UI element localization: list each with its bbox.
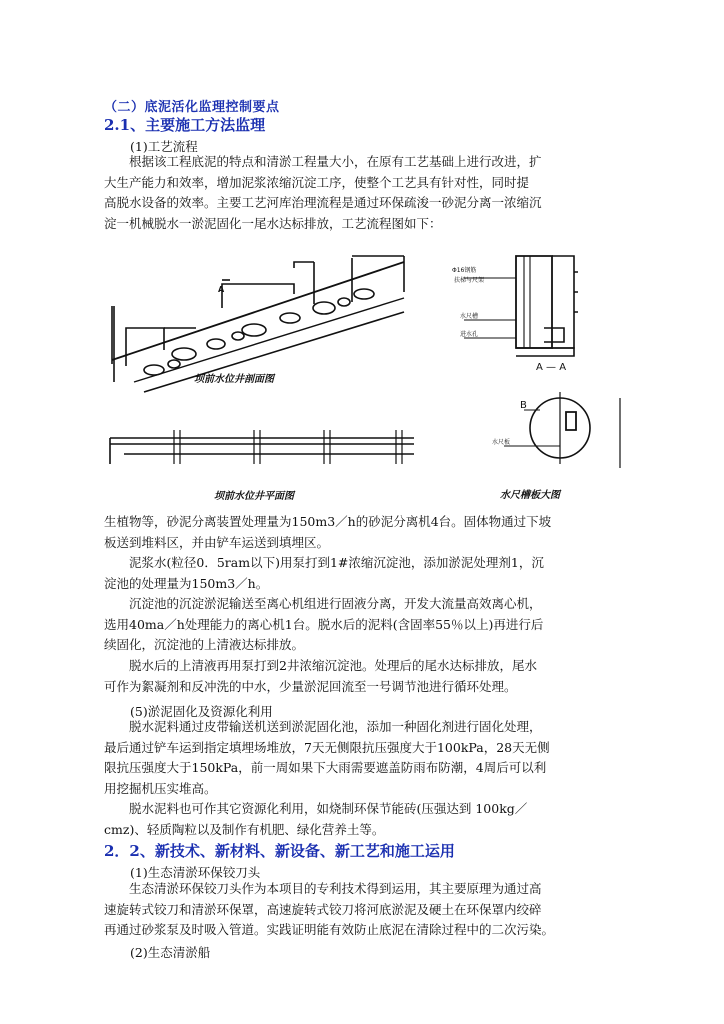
text-line: 生植物等，砂泥分离装置处理量为150m3／h的砂泥分离机4台。固体物通过下坡: [104, 514, 552, 529]
engineering-drawing: [104, 232, 624, 514]
paragraph-supernatant: [104, 656, 624, 697]
item-dredger: (2)生态清淤船: [130, 945, 211, 960]
text-line: 生态清淤环保铰刀头作为本项目的专利技术得到运用，其主要原理为通过高: [129, 881, 542, 896]
label-ruler-slot: 水尺槽: [460, 313, 479, 320]
text-line: 速旋转式铰刀和清淤环保罩，高速旋转式铰刀将河底淤泥及硬土在环保罩内绞碎: [104, 901, 542, 917]
section-heading-2-1: 2.1、主要施工方法监理: [104, 116, 266, 134]
paragraph-process-intro: [104, 152, 624, 235]
text-line: 大生产能力和效率，增加泥浆浓缩沉淀工序，使整个工艺具有针对性，同时提: [104, 174, 530, 190]
label-a: A: [218, 285, 225, 294]
text-line: 淀一机械脱水一淤泥固化一尾水达标排放，工艺流程图如下：: [104, 216, 442, 232]
text-line: 最后通过铲车运到指定填埋场堆放，7天无侧限抗压强度大于100kPa，28天无侧: [104, 739, 550, 755]
paragraph-slurry-pump: [104, 553, 624, 594]
text-line: 限抗压强度大于150kPa，前一周如果下大雨需要遮盖防雨布防潮，4周后可以利: [104, 760, 547, 776]
text-line: 脱水后的上清液再用泵打到2井浓缩沉淀池。处理后的尾水达标排放，尾水: [129, 658, 537, 673]
label-inlet-hole: 进水孔: [460, 331, 479, 338]
text-line: 选用40ma／h处理能力的离心机1台。脱水后的泥料(含固率55％以上)再进行后: [104, 616, 544, 632]
paragraph-solidification: [104, 717, 624, 800]
label-b: B: [520, 400, 527, 411]
paragraph-cutter-head: [104, 879, 624, 941]
text-line: 用挖掘机压实堆高。: [104, 781, 217, 797]
engineering-figure: [104, 232, 624, 514]
paragraph-centrifuge: [104, 594, 624, 656]
item-cutter-head: (1)生态清淤环保铰刀头: [130, 865, 261, 880]
text-line: 再通过砂浆泵及时吸入管道。实践证明能有效防止底泥在清除过程中的二次污染。: [104, 922, 555, 938]
text-line: 根据该工程底泥的特点和清淤工程量大小，在原有工艺基础上进行改进，扩: [129, 154, 542, 169]
text-line: 脱水泥料通过皮带输送机送到淤泥固化池，添加一种固化剂进行固化处理，: [129, 719, 542, 734]
text-line: 脱水泥料也可作其它资源化利用，如烧制环保节能砖(压强达到 100kg／: [129, 801, 528, 816]
text-line: 板送到堆料区，并由铲车运送到填埋区。: [104, 534, 330, 550]
item-process-flow: (1)工艺流程: [130, 139, 198, 154]
subheading-sludge-activation: （二）底泥活化监理控制要点: [104, 100, 280, 115]
text-line: 续固化，沉淀池的上清液达标排放。: [104, 637, 305, 653]
label-plan-title: 坝前水位井平面图: [214, 491, 294, 502]
label-rebar: Φ16钢筋: [452, 267, 477, 274]
label-water-ruler: 水尺板: [492, 439, 511, 446]
paragraph-sand-separator: [104, 512, 624, 553]
section-heading-2-2: 2．2、新技术、新材料、新设备、新工艺和施工运用: [104, 842, 455, 860]
text-line: 沉淀池的沉淀淤泥输送至离心机组进行固液分离，开发大流量高效离心机，: [129, 596, 542, 611]
text-line: 泥浆水(粒径0．5ram以下)用泵打到1#浓缩沉淀池，添加淤泥处理剂1，沉: [129, 555, 544, 570]
text-line: 高脱水设备的效率。主要工艺河库治理流程是通过环保疏浚一砂泥分离一浓缩沉: [104, 195, 542, 211]
paragraph-resource-use: [104, 799, 624, 840]
label-detail-title: 水尺槽板大图: [500, 490, 560, 501]
label-section-title: 坝前水位井剖面图: [194, 374, 274, 385]
text-line: 可作为絮凝剂和反冲洗的中水，少量淤泥回流至一号调节池进行循环处理。: [104, 678, 517, 694]
label-aa: A — A: [536, 362, 567, 373]
text-line: cmz)、轻质陶粒以及制作有机肥、绿化营养土等。: [104, 821, 385, 837]
text-line: 淀池的处理量为150m3／h。: [104, 575, 269, 591]
label-ladder: 扶梯与尺架: [454, 277, 485, 284]
item-solidification: (5)淤泥固化及资源化利用: [130, 704, 273, 719]
